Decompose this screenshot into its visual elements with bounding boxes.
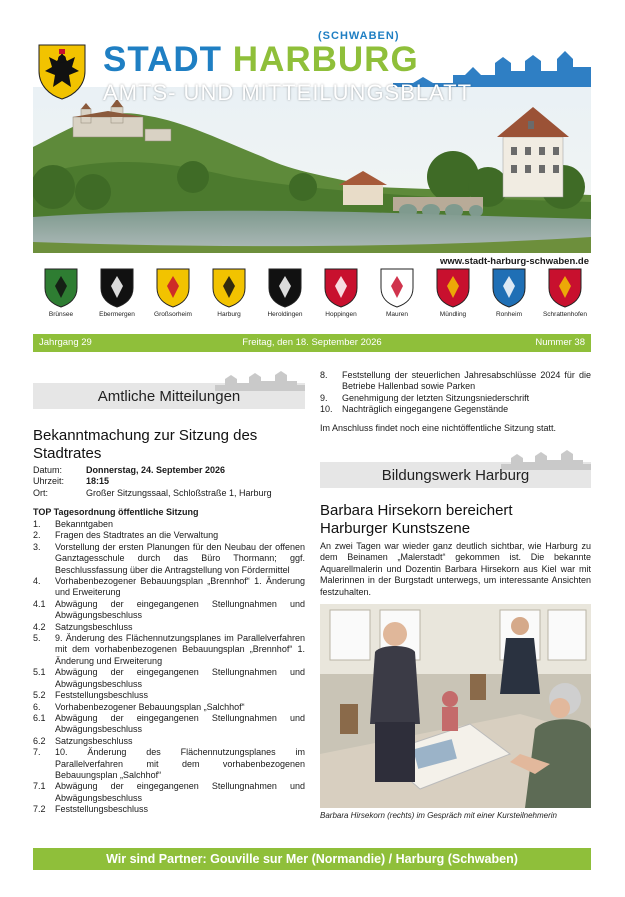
- partner-footer: Wir sind Partner: Gouville sur Mer (Normandie) / Harburg (Schwaben): [33, 848, 591, 870]
- harburg-crest-icon: [212, 268, 246, 308]
- agenda-item-number: 1.: [33, 519, 41, 529]
- agenda-item-number: 4.2: [33, 621, 46, 632]
- agenda-list: [33, 519, 305, 816]
- agenda-item: [320, 370, 591, 393]
- hoppingen-crest-icon: [324, 268, 358, 308]
- agenda-item-number: 7.1: [33, 781, 46, 792]
- website-link[interactable]: www.stadt-harburg-schwaben.de: [439, 256, 589, 267]
- crest-name: Ebermergen: [99, 311, 135, 318]
- meta-row: [33, 465, 305, 476]
- agenda-item: [33, 747, 305, 781]
- crest-name: Harburg: [217, 311, 241, 318]
- agenda-item: [33, 622, 305, 633]
- crest-8: [481, 268, 537, 318]
- agenda-item-text: Satzungsbeschluss: [55, 621, 133, 632]
- meta-value: 18:15: [86, 476, 110, 487]
- crest-name: Brünsee: [48, 311, 74, 318]
- agenda-item: [33, 519, 305, 530]
- agenda-item-text: Bekanntgaben: [55, 519, 114, 529]
- issue-number: Nummer 38: [535, 337, 585, 348]
- crest-1: [89, 268, 145, 318]
- meta-key: Uhrzeit:: [33, 476, 65, 487]
- agenda-item-text: Abwägung der eingegangenen Stellungnahmen und Abwägungsbeschluss: [55, 667, 305, 689]
- crest-name: Ronheim: [495, 311, 522, 318]
- agenda-item-number: 4.1: [33, 598, 46, 609]
- closing-note: Im Anschluss findet noch eine nichtöffentliche Sitzung statt.: [320, 423, 556, 433]
- crest-3: [201, 268, 257, 318]
- article-body: An zwei Tagen war wieder ganz deutlich sichtbar, wie Harburg zu dem Beinamen „Malerstadt“ gekommen ist. Die bekannte Aquarellmalerin und Dozentin Barbara Hirsekorn aus Kiel war mit Malerinnen in der Burgstadt unterwegs, um interessante Ansichten festzuhalten.: [320, 541, 591, 597]
- agenda-item: [33, 702, 305, 713]
- agenda-item: [33, 736, 305, 747]
- agenda-item: [320, 393, 591, 404]
- agenda-item-number: 9.: [320, 392, 328, 403]
- crest-7: [425, 268, 481, 318]
- agenda-item-text: Abwägung der eingegangenen Stellungnahmen und Abwägungsbeschluss: [55, 598, 305, 621]
- agenda-item-text: Feststellungsbeschluss: [55, 804, 149, 815]
- agenda-item: [33, 530, 305, 541]
- agenda-item-number: 5.: [33, 633, 41, 644]
- agenda-item-number: 6.1: [33, 712, 46, 723]
- article-photo: [320, 604, 591, 808]
- brunsee-crest-icon: [44, 268, 78, 308]
- heroldingen-crest-icon: [268, 268, 302, 308]
- agenda-item-number: 2.: [33, 530, 41, 541]
- agenda-item-number: 5.1: [33, 667, 46, 678]
- masthead-harburg: HARBURG: [232, 40, 419, 79]
- schrattenhofen-crest-icon: [548, 268, 582, 308]
- agenda-list-continued: [320, 370, 591, 416]
- jahrgang: Jahrgang 29: [39, 337, 92, 348]
- agenda-item: [320, 404, 591, 415]
- crest-4: [257, 268, 313, 318]
- meta-value: Großer Sitzungssaal, Schloßstraße 1, Harburg: [86, 487, 272, 498]
- crest-5: [313, 268, 369, 318]
- agenda-item-number: 10.: [320, 404, 333, 415]
- agenda-item-text: 10. Änderung des Flächennutzungsplanes im Parallelverfahren mit dem vorhabenbezogenen Bebauungsplan „Salchhof“: [55, 747, 305, 780]
- agenda-item-number: 8.: [320, 370, 328, 380]
- meta-row: [33, 488, 305, 499]
- agenda-item-text: Abwägung der eingegangenen Stellungnahmen und Abwägungsbeschluss: [55, 712, 305, 735]
- agenda-item-text: Nachträglich eingegangene Gegenstände: [342, 404, 509, 415]
- agenda-item-number: 5.2: [33, 690, 46, 701]
- agenda-item: [33, 690, 305, 701]
- agenda-item-number: 6.: [33, 701, 41, 712]
- photo-caption: Barbara Hirsekorn (rechts) im Gespräch mit einer Kursteilnehmerin: [320, 811, 557, 820]
- agenda-item-text: Genehmigung der letzten Sitzungsniederschrift: [342, 392, 530, 403]
- article-heading: Barbara Hirsekorn bereichert Harburger Kunstszene: [320, 502, 513, 537]
- crest-9: [537, 268, 593, 318]
- agenda-item-number: 7.: [33, 747, 41, 758]
- agenda-item: [33, 713, 305, 736]
- crest-name: Heroldingen: [267, 311, 303, 318]
- agenda-item-text: Feststellung der steuerlichen Jahresabschlüsse 2024 für die Betriebe Hallenbad sowie Parken: [342, 370, 591, 392]
- agenda-item: [33, 599, 305, 622]
- crest-name: Schrattenhofen: [542, 311, 588, 318]
- agenda-item-text: Abwägung der eingegangenen Stellungnahmen und Abwägungsbeschluss: [55, 781, 305, 803]
- mundling-crest-icon: [436, 268, 470, 308]
- meta-key: Datum:: [33, 465, 63, 475]
- mauren-crest-icon: [380, 268, 414, 308]
- agenda-item-text: Fragen des Stadtrates an die Verwaltung: [55, 530, 219, 541]
- crest-6: [369, 268, 425, 318]
- grosssorheim-crest-icon: [156, 268, 190, 308]
- section-title: Amtliche Mitteilungen: [97, 388, 241, 405]
- meta-value: Donnerstag, 24. September 2026: [86, 465, 226, 475]
- masthead-schwaben: (SCHWABEN): [318, 30, 400, 42]
- issue-date: Freitag, den 18. September 2026: [242, 337, 382, 348]
- crest-name: Mauren: [385, 311, 409, 318]
- section-title: Bildungswerk Harburg: [381, 467, 530, 484]
- crest-name: Hoppingen: [325, 311, 357, 318]
- agenda-item-number: 6.2: [33, 735, 46, 746]
- agenda-item-text: Feststellungsbeschluss: [55, 690, 149, 701]
- crest-0: [33, 268, 89, 318]
- agenda-item-text: Vorstellung der ersten Planungen für den Neubau der offenen Ganztagesschule durch das Büro Thormann; ggf. Beschlussfassung über die Antragstellung von Fördermittel: [55, 541, 305, 575]
- meeting-meta: [33, 465, 305, 499]
- agenda-item: [33, 633, 305, 667]
- agenda-item-number: 4.: [33, 576, 41, 587]
- ebermergen-crest-icon: [100, 268, 134, 308]
- agenda-item-text: 9. Änderung des Flächennutzungsplanes im Parallelverfahren mit dem vorhabenbezogenen Bebauungsplan „Brennhof“ 1. Änderung und Erweiterung: [55, 633, 305, 666]
- ronheim-crest-icon: [492, 268, 526, 308]
- agenda-item-text: Vorhabenbezogener Bebauungsplan „Salchhof“: [55, 701, 245, 712]
- agenda-item: [33, 542, 305, 576]
- crest-name: Mündling: [439, 311, 467, 318]
- section-amtliche-mitteilungen: [33, 383, 305, 409]
- masthead-subtitle: AMTS- UND MITTEILUNGSBLATT: [103, 80, 473, 105]
- agenda-item-text: Satzungsbeschluss: [55, 735, 133, 746]
- agenda-item-text: Vorhabenbezogener Bebauungsplan „Brennhof“ 1. Änderung und Erweiterung: [55, 576, 305, 598]
- masthead-stadt: STADT: [103, 40, 223, 79]
- agenda-item: [33, 781, 305, 804]
- meta-row: [33, 476, 305, 487]
- agenda-item-number: 7.2: [33, 804, 46, 815]
- meta-key: Ort:: [33, 487, 48, 498]
- section-bildungswerk: [320, 462, 591, 488]
- district-crests: [33, 268, 593, 328]
- article-heading: Bekanntmachung zur Sitzung des Stadtrates: [33, 427, 258, 462]
- agenda-item-number: 3.: [33, 541, 41, 552]
- crest-name: Großsorheim: [154, 311, 192, 318]
- agenda-item: [33, 576, 305, 599]
- masthead-title: [103, 42, 419, 77]
- agenda-item: [33, 667, 305, 690]
- agenda-heading: TOP Tagesordnung öffentliche Sitzung: [33, 507, 199, 517]
- crest-2: [145, 268, 201, 318]
- issue-info-bar: [33, 334, 591, 352]
- agenda-item: [33, 804, 305, 815]
